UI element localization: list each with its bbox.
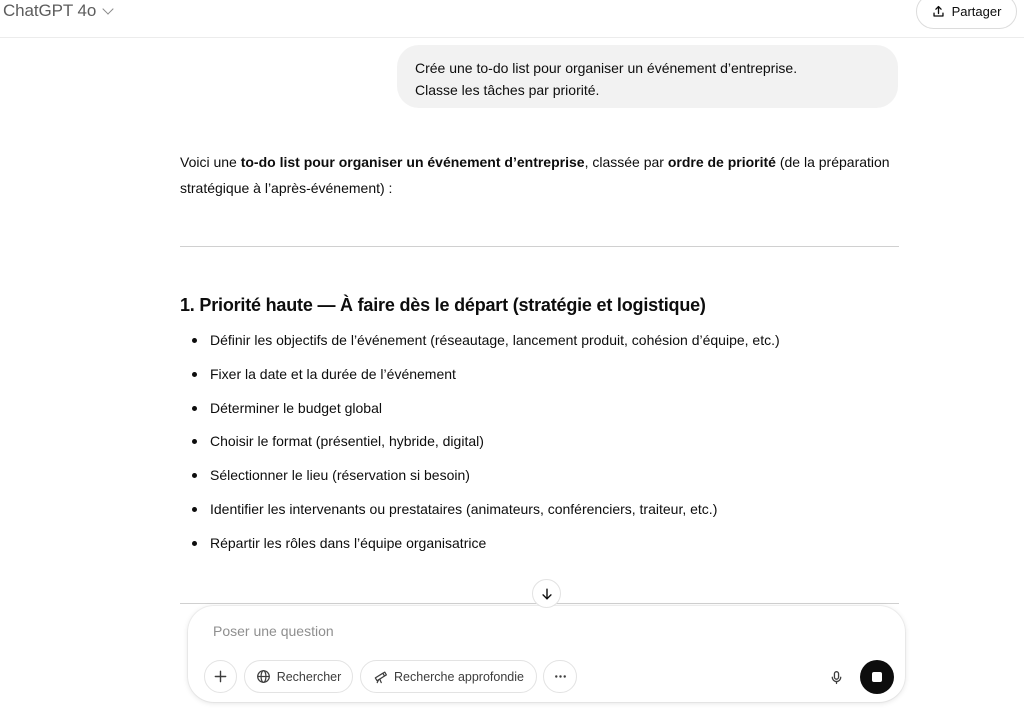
assistant-intro: Voici une to-do list pour organiser un événement d’entreprise, classée par ordre de priorité (de la préparation stratégique à l’après-événement) : — [180, 154, 890, 196]
voice-input-button[interactable] — [823, 664, 849, 690]
search-button[interactable] — [244, 660, 353, 693]
deep-research-label: Recherche approfondie — [394, 669, 524, 684]
share-label: Partager — [951, 4, 1002, 19]
attach-button[interactable] — [204, 660, 237, 693]
more-tools-button[interactable] — [543, 660, 577, 693]
list-item: Déterminer le budget global — [180, 398, 780, 432]
chevron-down-icon — [103, 3, 114, 14]
microphone-icon — [829, 670, 844, 685]
list-item: Définir les objectifs de l’événement (réseautage, lancement produit, cohésion d’équipe, etc.) — [180, 330, 780, 364]
share-icon — [932, 5, 945, 18]
deep-research-button[interactable] — [360, 660, 537, 693]
task-list — [180, 330, 780, 567]
list-item: Fixer la date et la durée de l’événement — [180, 364, 780, 398]
user-message-line: Classe les tâches par priorité. — [415, 82, 600, 98]
section-heading: 1. Priorité haute — À faire dès le départ (stratégie et logistique) — [180, 295, 706, 315]
scroll-to-bottom-button[interactable] — [532, 579, 561, 608]
stop-icon — [872, 672, 882, 682]
arrow-down-icon — [540, 587, 554, 601]
top-bar — [0, 0, 1024, 38]
share-button[interactable] — [916, 0, 1017, 29]
list-item: Choisir le format (présentiel, hybride, digital) — [180, 431, 780, 465]
plus-icon — [213, 669, 228, 684]
user-message — [397, 45, 898, 108]
intro-bold-priority: ordre de priorité — [667, 154, 776, 170]
prompt-input[interactable] — [213, 623, 773, 639]
list-item: Sélectionner le lieu (réservation si besoin) — [180, 465, 780, 499]
intro-bold-topic: to-do list pour organiser un événement d’entreprise — [240, 154, 585, 170]
composer — [188, 606, 905, 702]
telescope-icon — [373, 669, 388, 684]
stop-generating-button[interactable] — [860, 660, 894, 694]
more-icon — [553, 669, 568, 684]
search-label: Rechercher — [276, 669, 342, 684]
globe-icon — [256, 669, 271, 684]
divider — [180, 246, 899, 247]
model-name: ChatGPT 4o — [3, 1, 97, 20]
model-selector[interactable] — [3, 1, 112, 21]
assistant-message — [180, 149, 900, 201]
list-item: Répartir les rôles dans l’équipe organisatrice — [180, 533, 780, 567]
user-message-line: Crée une to-do list pour organiser un événement d’entreprise. — [415, 60, 798, 76]
list-item: Identifier les intervenants ou prestataires (animateurs, conférenciers, traiteur, etc.) — [180, 499, 780, 533]
